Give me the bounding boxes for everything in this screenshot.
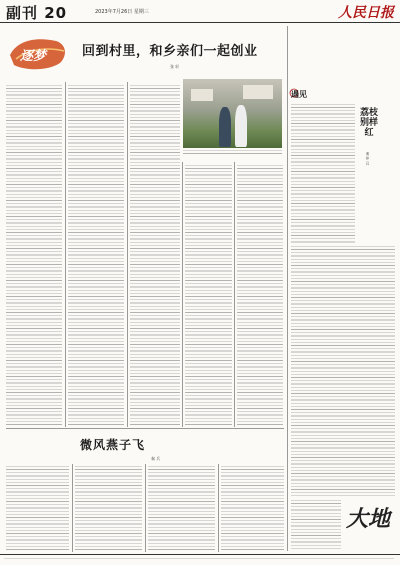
issue-date: 2023年7月26日 星期三 bbox=[95, 9, 149, 15]
section-banner bbox=[8, 35, 70, 73]
column-badge: 遇见 bbox=[291, 89, 307, 99]
article-body-column bbox=[237, 165, 283, 425]
section-banner-label: 逐梦 bbox=[20, 49, 47, 64]
page-label: 副刊 20 bbox=[6, 4, 68, 22]
column-divider bbox=[287, 26, 288, 551]
column-divider bbox=[218, 464, 219, 552]
article-body-column bbox=[75, 466, 142, 550]
column-body bbox=[291, 246, 395, 496]
article-byline: 张 轩 bbox=[170, 64, 180, 69]
article-title: 微风燕子飞 bbox=[80, 438, 146, 452]
article-body-column bbox=[221, 466, 284, 550]
column-divider bbox=[127, 82, 128, 427]
article-photo bbox=[183, 79, 282, 148]
article-body-column bbox=[6, 466, 69, 550]
column-divider bbox=[65, 82, 66, 427]
column-divider bbox=[234, 162, 235, 427]
column-divider bbox=[72, 464, 73, 552]
article-body-column bbox=[130, 85, 180, 425]
article-title: 回到村里，和乡亲们一起创业 bbox=[82, 44, 258, 59]
column-title: 荔枝别样红 bbox=[359, 108, 378, 138]
page-footer bbox=[0, 554, 400, 565]
section-divider bbox=[6, 428, 284, 429]
article-body-column bbox=[185, 165, 232, 425]
newspaper-logo: 人民日报 bbox=[338, 5, 394, 21]
column-author: 秦 仲 汉 bbox=[366, 152, 370, 165]
article-body-column bbox=[6, 85, 62, 425]
column-divider bbox=[182, 162, 183, 427]
article-body-column bbox=[68, 85, 124, 425]
column-body bbox=[291, 500, 341, 550]
article-byline: 秦 兵 bbox=[151, 456, 161, 461]
section-mark: 大地 bbox=[346, 506, 391, 532]
article-body-column bbox=[148, 466, 215, 550]
column-divider bbox=[145, 464, 146, 552]
photo-caption bbox=[183, 150, 282, 156]
column-body bbox=[291, 104, 355, 244]
